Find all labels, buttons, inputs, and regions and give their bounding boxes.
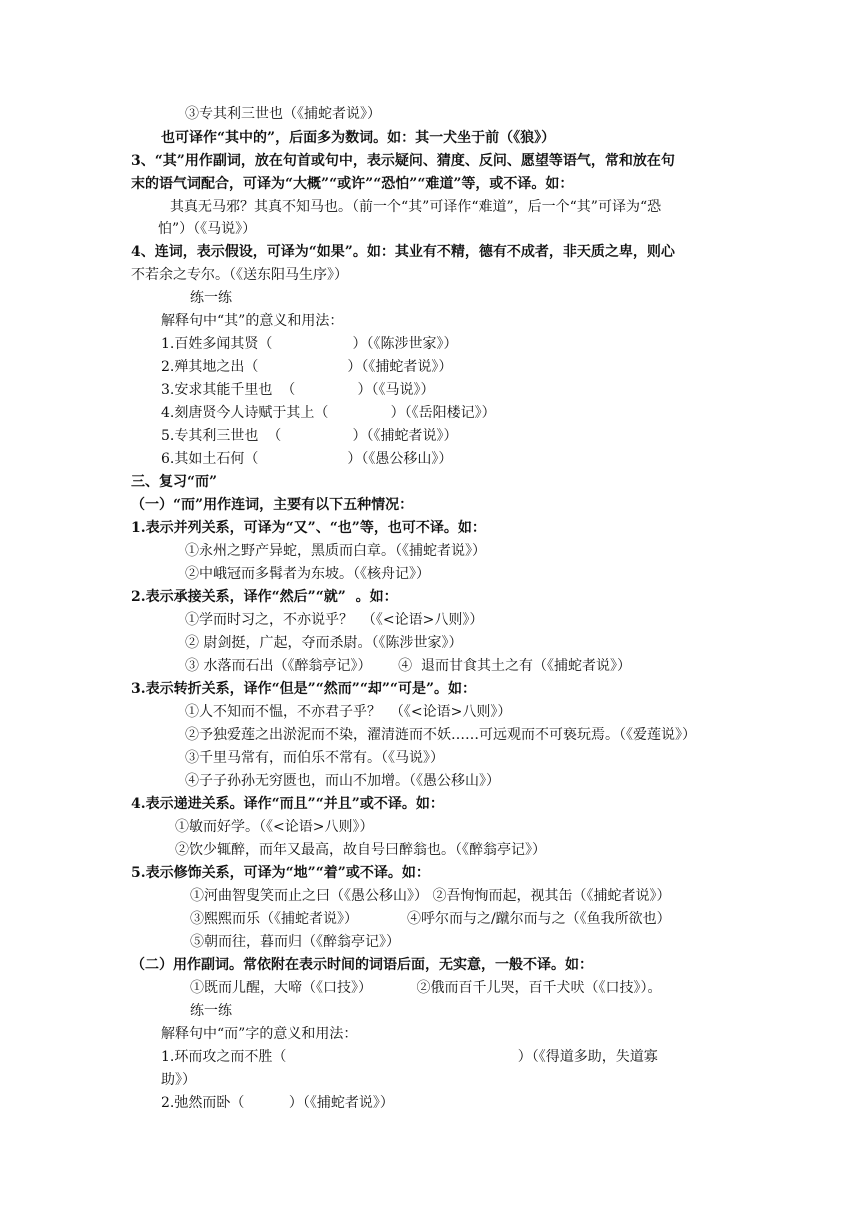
example-line: ②予独爱莲之出淤泥而不染，濯清涟而不妖……可远观而不可亵玩焉。（《爱莲说》）: [185, 727, 696, 743]
exercise-item: 1.百姓多闻其贤（ ）（《陈涉世家》）: [161, 336, 458, 352]
exercise-item: 3.安求其能千里也 （ ）（《马说》）: [161, 382, 435, 398]
example-line: ①永州之野产异蛇，黑质而白章。（《捕蛇者说》）: [185, 543, 486, 559]
text-line-8: 不若余之专尔。（《送东阳马生序》）: [131, 267, 348, 283]
text-line-41: 解释句中“而”字的意义和用法：: [161, 1026, 358, 1042]
exercise-item-continued: 助》）: [161, 1072, 196, 1088]
example-line: ①人不知而不愠，不亦君子乎？ （《<论语>八则》）: [185, 704, 512, 720]
text-line-22: 2.表示承接关系，译作“然后”“就” 。如：: [131, 589, 398, 605]
example-line: ③熙熙而乐（《捕蛇者说》） ④呼尔而与之/蹴尔而与之（《鱼我所欲也）: [190, 911, 671, 927]
example-line: ②中峨冠而多髯者为东坡。（《核舟记》）: [185, 566, 430, 582]
practice-heading-2: 练一练: [190, 1003, 232, 1019]
subsection-heading: （二）用作副词。常依附在表示时间的词语后面，无实意，一般不译。如：: [131, 957, 593, 973]
text-line-31: 4.表示递进关系。译作“而且”“并且”或不译。如：: [131, 796, 444, 812]
example-line: ⑤朝而往，暮而归（《醉翁亭记》）: [190, 934, 400, 950]
example-line: ④子子孙孙无穷匮也，而山不加增。（《愚公移山》）: [185, 773, 500, 789]
text-line-4: 末的语气词配合，可译为“大概”“或许”“恐怕”“难道”等，或不译。如：: [131, 176, 574, 192]
text-line-10: 解释句中“其”的意义和用法：: [161, 313, 344, 329]
example-line: ①既而儿醒，大啼（《口技》） ②俄而百千儿哭，百千犬吠（《口技》）。: [190, 980, 662, 996]
example-line: ①敏而好学。（《<论语>八则》）: [175, 819, 374, 835]
text-line-3: 3、“其”用作副词，放在句首或句中，表示疑问、猜度、反问、愿望等语气，常和放在句: [131, 153, 675, 169]
example-line: ② 尉剑挺，广起，夺而杀尉。（《陈涉世家》）: [185, 635, 463, 651]
text-line-34: 5.表示修饰关系，可译为“地”“着”或不译。如：: [131, 865, 430, 881]
text-line-26: 3.表示转折关系，译作“但是”“然而”“却”“可是”。如：: [131, 681, 477, 697]
text-line-6: 怕”）（《马说》）: [158, 221, 257, 237]
exercise-item: 2.殚其地之出（ ）（《捕蛇者说》）: [161, 359, 453, 375]
text-line-5: 其真无马邪？其真不知马也。（前一个“其”可译作“难道”，后一个“其”可译为“恐: [170, 199, 662, 215]
example-line: ③千里马常有，而伯乐不常有。（《马说》）: [185, 750, 444, 766]
text-line-19: 1.表示并列关系，可译为“又”、“也”等，也可不译。如：: [131, 520, 486, 536]
exercise-item: 6.其如土石何（ ）（《愚公移山》）: [161, 451, 453, 467]
example-line: ①河曲智叟笑而止之曰（《愚公移山》） ②吾恂恂而起，视其缶（《捕蛇者说》）: [190, 888, 671, 904]
practice-heading-1: 练一练: [190, 290, 232, 306]
exercise-item: 1.环而攻之而不胜（ ）（《得道多助，失道寡: [161, 1049, 658, 1065]
subsection-heading: （一）“而”用作连词，主要有以下五种情况：: [131, 497, 414, 513]
exercise-item: 4.刻唐贤今人诗赋于其上（ ）（《岳阳楼记》）: [161, 405, 496, 421]
exercise-item: 5.专其利三世也 （ ）（《捕蛇者说》）: [161, 428, 458, 444]
text-line-7: 4、连词，表示假设，可译为“如果”。如：其业有不精，德有不成者，非天质之卑，则心: [131, 244, 675, 260]
example-line: ③ 水落而石出（《醉翁亭记》） ④ 退而甘食其土之有（《捕蛇者说》）: [185, 658, 632, 674]
section-heading: 三、复习“而”: [131, 474, 218, 490]
exercise-item: 2.弛然而卧（ ）（《捕蛇者说》）: [161, 1095, 394, 1111]
text-line-1: ③专其利三世也（《捕蛇者说》）: [185, 106, 381, 122]
text-line-2: 也可译作“其中的”，后面多为数词。如：其一犬坐于前（《狼》）: [161, 130, 556, 146]
example-line: ②饮少辄醉，而年又最高，故自号曰醉翁也。（《醉翁亭记》）: [175, 842, 546, 858]
example-line: ①学而时习之，不亦说乎？ （《<论语>八则》）: [185, 612, 484, 628]
